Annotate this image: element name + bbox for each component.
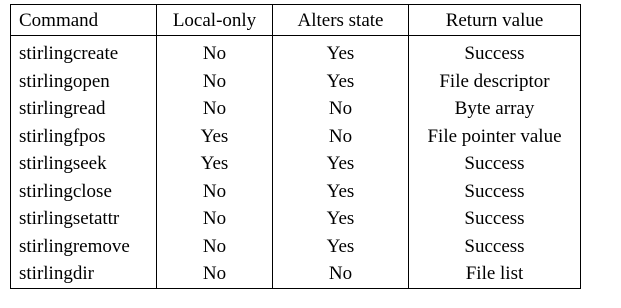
cell-alters-state: No	[273, 123, 409, 151]
cell-local-only: No	[157, 233, 273, 261]
cell-command: stirlingseek	[11, 150, 157, 178]
header-command: Command	[11, 5, 157, 36]
cell-return-value: Success	[409, 205, 581, 233]
cell-local-only: Yes	[157, 123, 273, 151]
cell-command: stirlingfpos	[11, 123, 157, 151]
cell-command: stirlingread	[11, 95, 157, 123]
cell-return-value: Success	[409, 178, 581, 206]
table-row	[11, 123, 581, 151]
cell-command: stirlingsetattr	[11, 205, 157, 233]
cell-local-only: No	[157, 178, 273, 206]
table-row	[11, 205, 581, 233]
header-alters-state: Alters state	[273, 5, 409, 36]
cell-local-only: Yes	[157, 150, 273, 178]
cell-return-value: Byte array	[409, 95, 581, 123]
cell-alters-state: No	[273, 260, 409, 288]
cell-return-value: File list	[409, 260, 581, 288]
table-row	[11, 40, 581, 68]
cell-alters-state: Yes	[273, 178, 409, 206]
cell-return-value: Success	[409, 233, 581, 261]
cell-alters-state: Yes	[273, 150, 409, 178]
cell-return-value: File descriptor	[409, 68, 581, 96]
cell-command: stirlingcreate	[11, 40, 157, 68]
cell-command: stirlingopen	[11, 68, 157, 96]
table-row	[11, 150, 581, 178]
cell-return-value: File pointer value	[409, 123, 581, 151]
cell-command: stirlingclose	[11, 178, 157, 206]
table-row	[11, 260, 581, 288]
table-row	[11, 178, 581, 206]
cell-alters-state: Yes	[273, 40, 409, 68]
cell-alters-state: Yes	[273, 205, 409, 233]
cell-local-only: No	[157, 260, 273, 288]
cell-command: stirlingdir	[11, 260, 157, 288]
cell-alters-state: Yes	[273, 233, 409, 261]
table-row	[11, 233, 581, 261]
cell-alters-state: No	[273, 95, 409, 123]
command-table-container	[10, 4, 581, 289]
cell-return-value: Success	[409, 150, 581, 178]
table-row	[11, 95, 581, 123]
cell-local-only: No	[157, 68, 273, 96]
cell-local-only: No	[157, 95, 273, 123]
header-local-only: Local-only	[157, 5, 273, 36]
cell-alters-state: Yes	[273, 68, 409, 96]
cell-return-value: Success	[409, 40, 581, 68]
table-row	[11, 68, 581, 96]
table-header-row	[11, 5, 581, 36]
command-table	[10, 4, 581, 289]
cell-local-only: No	[157, 205, 273, 233]
header-return-value: Return value	[409, 5, 581, 36]
cell-local-only: No	[157, 40, 273, 68]
cell-command: stirlingremove	[11, 233, 157, 261]
